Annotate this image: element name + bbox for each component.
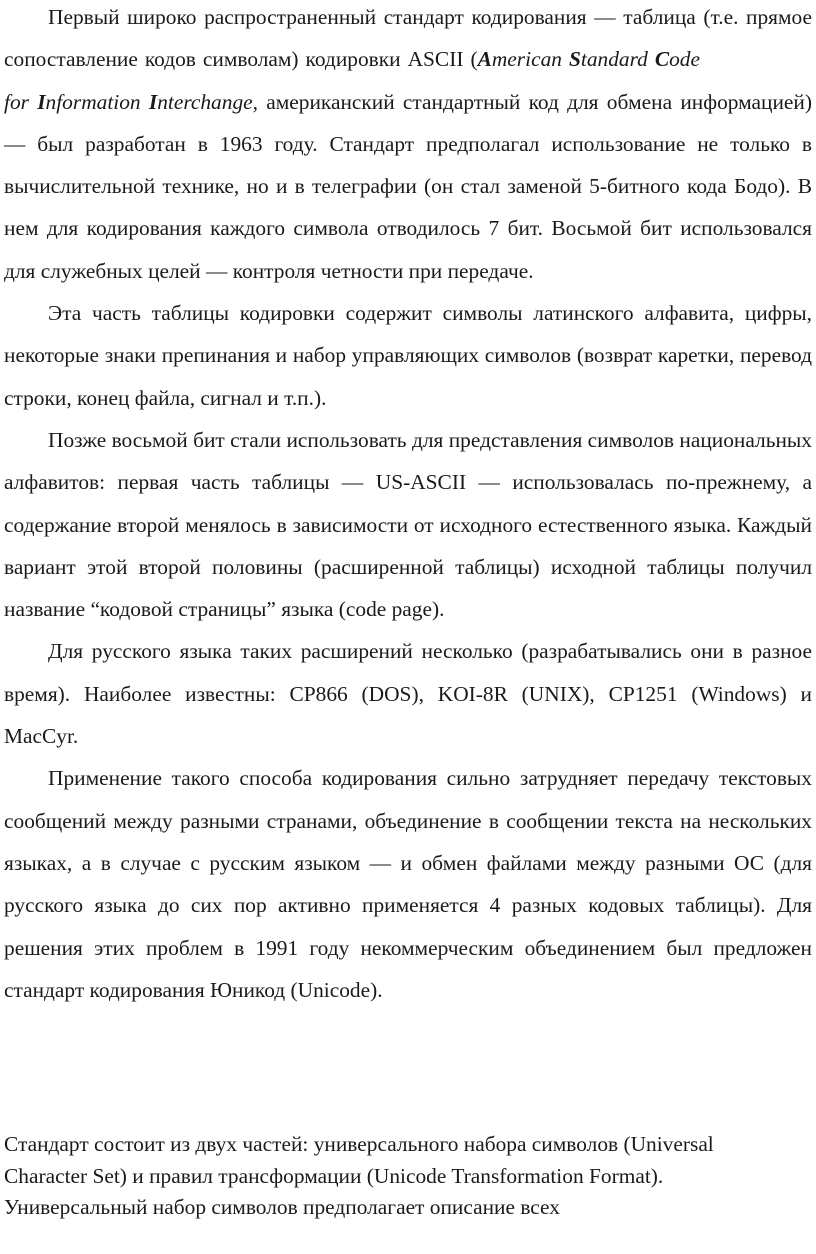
paragraph-ascii — [4, 0, 812, 292]
acronym-cap-i2: I — [148, 89, 158, 114]
acronym-rest-information: nformation — [45, 89, 141, 114]
paragraph-unicode: Применение такого способа кодирования сильно затрудняет передачу текстовых сообщений между разными странами, объединение в сообщении текста на нескольких языках, а в случае с русским языком — и обмен файлами между разными ОС (для русского языка до сих пор активно применяется 4 разных кодовых таблицы). Для решения этих проблем в 1991 году некоммерческим объединением был предложен стандарт кодирования Юникод (Unicode). — [4, 766, 812, 1002]
tail-line: Character Set) и правил трансформации (Unicode Transformation Format). — [4, 1163, 664, 1188]
paragraph-ascii-lead: Первый широко распространенный стандарт кодирования — таблица (т.е. прямое сопоставление кодов символам) кодировки ASCII ( — [4, 5, 812, 72]
paragraph-ascii-tail: американский стандартный код для обмена информацией) — был разработан в 1963 году. Стандарт предполагал использование не только в вычислительной технике, но и в телеграфии (он стал заменой 5-битного кода Бодо). В нем для кодирования каждого символа отводилось 7 бит. Восьмой бит использовался для служебных целей — контроля четности при передаче. — [4, 89, 812, 283]
acronym-cap-c: C — [654, 47, 670, 72]
document-body — [4, 0, 812, 1011]
acronym-cap-a: A — [477, 47, 492, 72]
tail-line: Универсальный набор символов предполагает описание всех — [4, 1195, 560, 1219]
acronym-rest-for: for — [4, 89, 29, 114]
acronym-rest-american: merican — [491, 47, 562, 72]
paragraph-russian-encodings: Для русского языка таких расширений несколько (разрабатывались они в разное время). Наиболее известны: CP866 (DOS), KOI-8R (UNIX), CP1251 (Windows) и MacCyr. — [4, 639, 812, 749]
acronym-cap-s: S — [568, 47, 581, 72]
acronym-rest-standard: tandard — [580, 47, 648, 72]
paragraph-latin: Эта часть таблицы кодировки содержит символы латинского алфавита, цифры, некоторые знаки препинания и набор управляющих символов (возврат каретки, перевод строки, конец файла, сигнал и т.п.). — [4, 301, 812, 410]
tail-line: Стандарт состоит из двух частей: универсального набора символов (Universal — [4, 1132, 714, 1156]
acronym-rest-code: ode — [669, 47, 700, 72]
acronym-cap-i1: I — [37, 89, 46, 114]
acronym-rest-interchange: nterchange, — [157, 89, 258, 114]
paragraph-eighth-bit: Позже восьмой бит стали использовать для представления символов национальных алфавитов: первая часть таблицы — US-ASCII — использовалась по-прежнему, а содержание второй менялось в зависимости от исходного естественного языка. Каждый вариант этой второй половины (расширенной таблицы) исходной таблицы получил название “кодовой страницы” языка (code page). — [4, 427, 812, 622]
document-tail — [4, 1129, 812, 1224]
